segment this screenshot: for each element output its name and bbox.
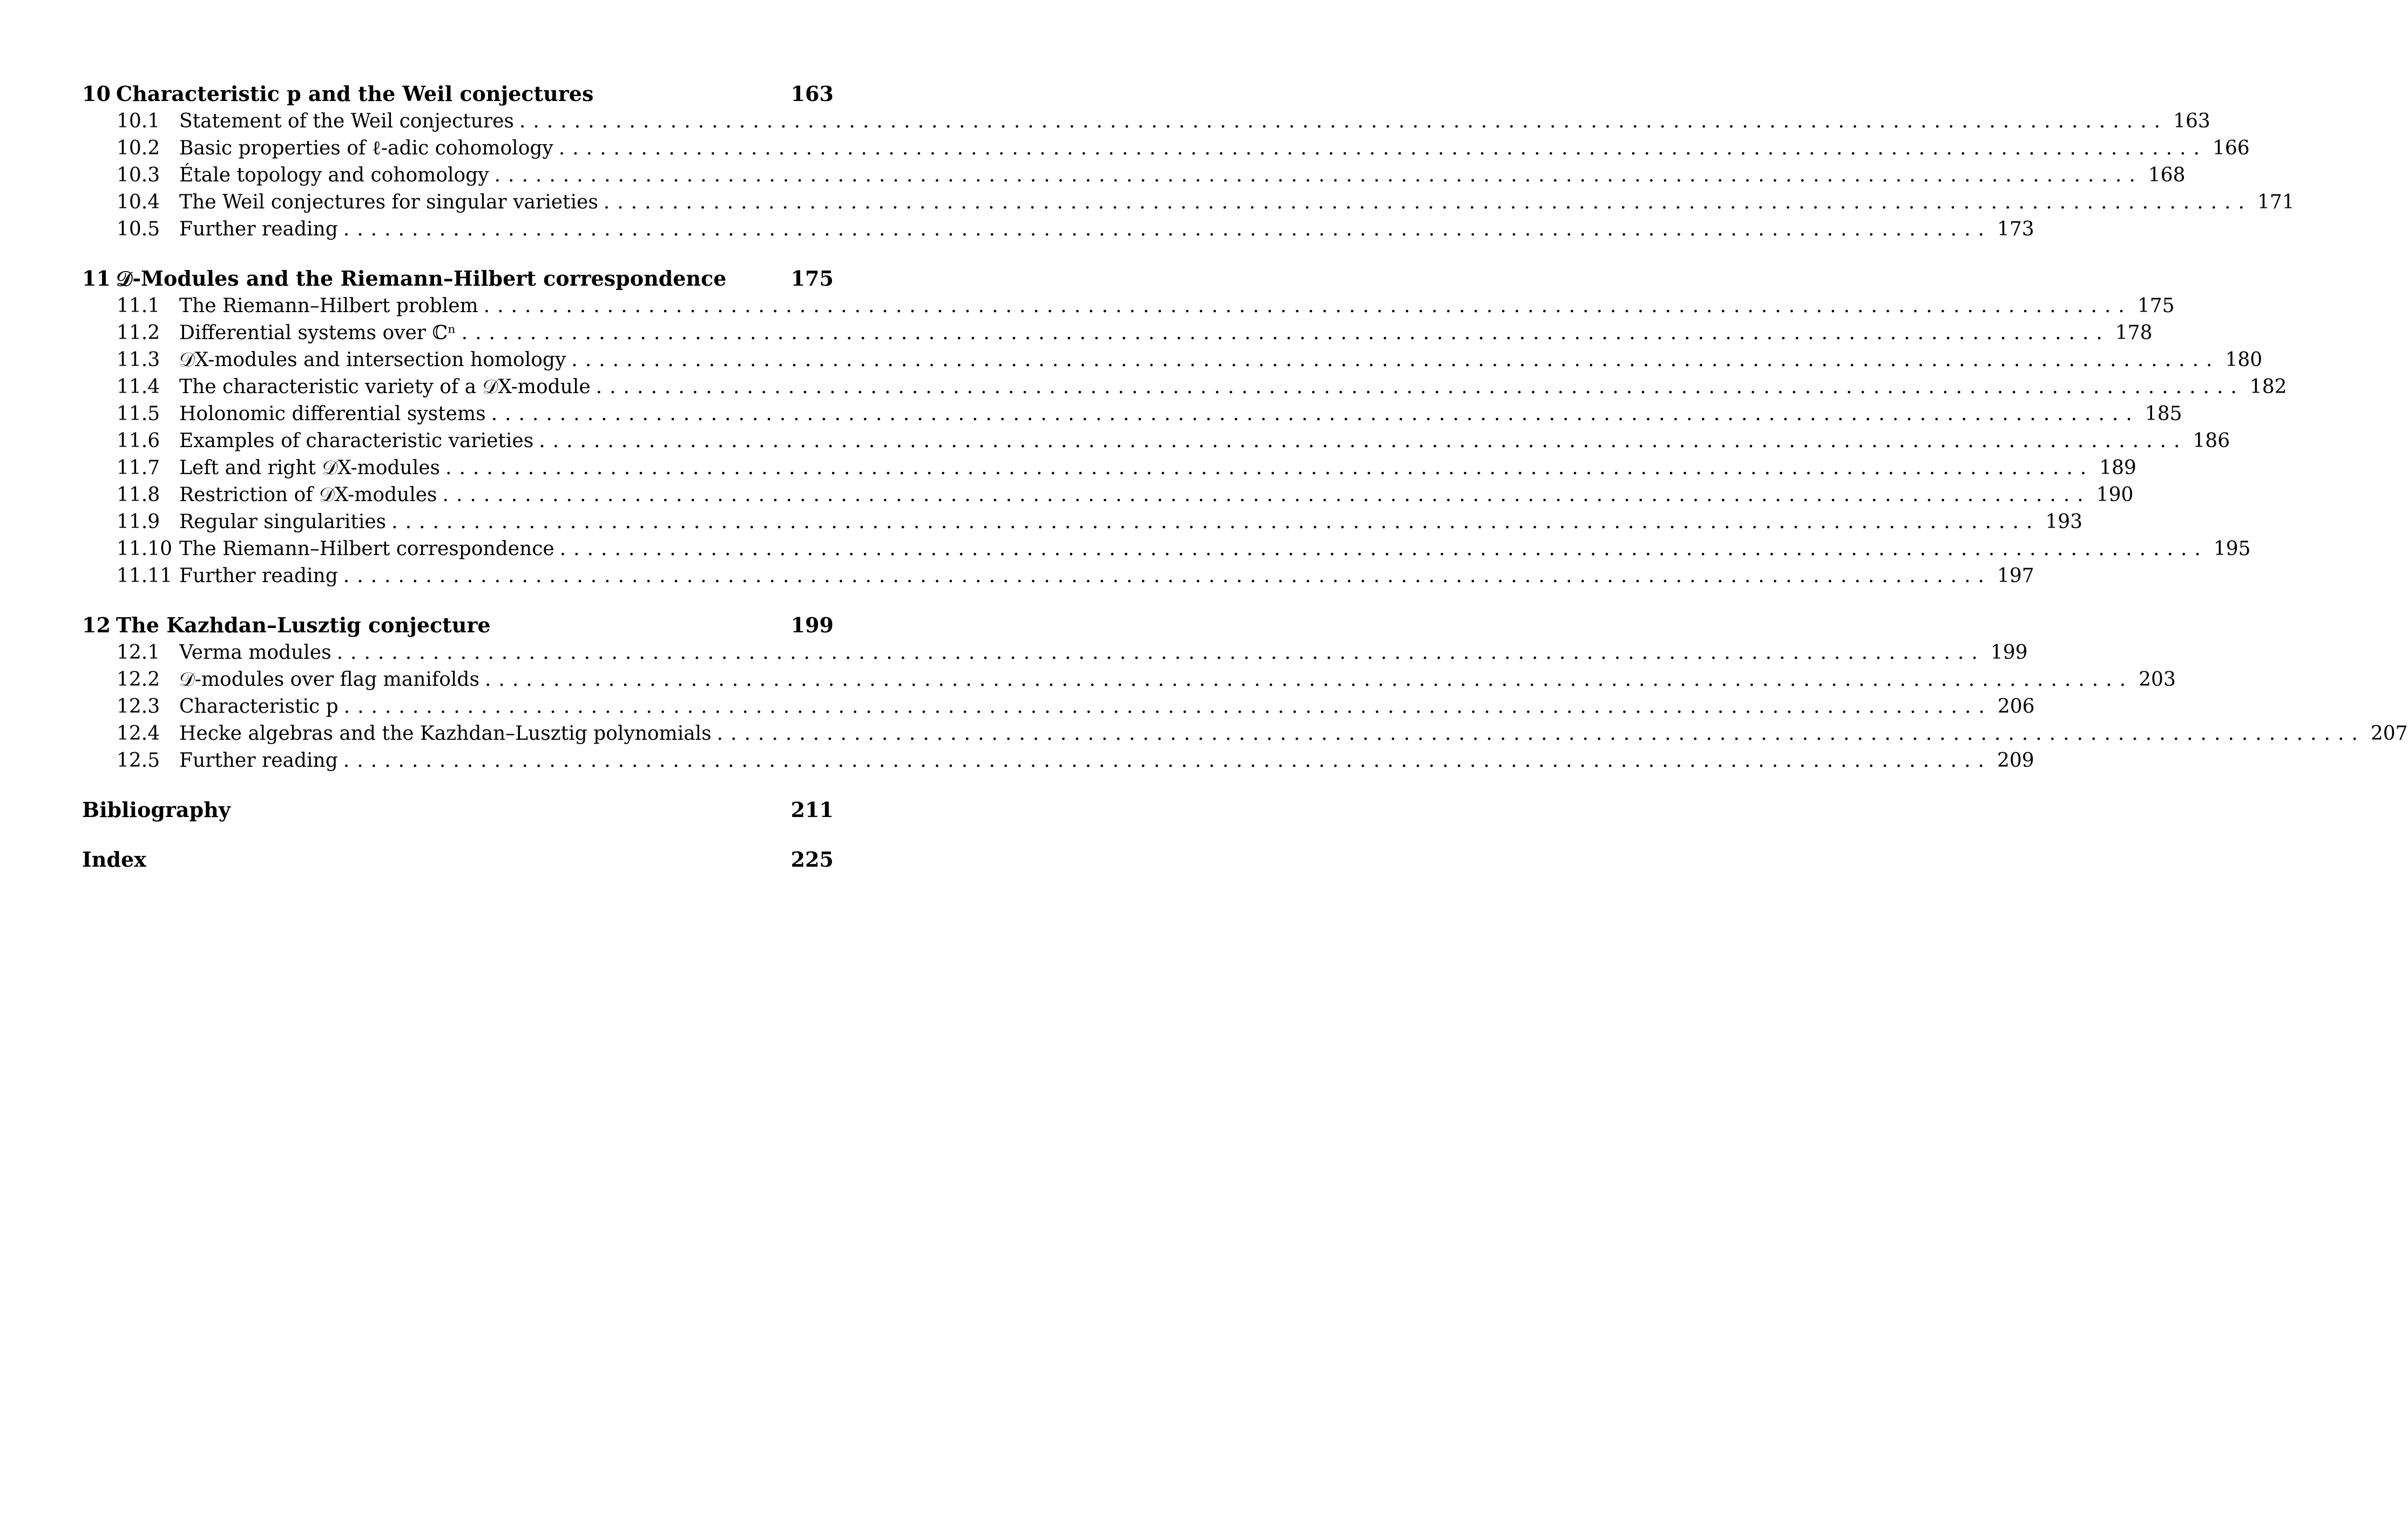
section-page: 206 (1997, 696, 2035, 718)
toc-entry[interactable] (82, 693, 2035, 720)
chapter-page: 163 (790, 82, 834, 106)
section-number: 11.1 (117, 295, 160, 317)
section-title: Basic properties of ℓ-adic cohomology (179, 137, 553, 159)
dot-leader: ........................................................................................................................ (343, 218, 1992, 240)
dot-leader: ........................................................................................................................ (445, 457, 2094, 479)
section-number: 10.1 (117, 110, 160, 132)
section-title: Statement of the Weil conjectures (179, 110, 514, 132)
section-number: 11.10 (117, 538, 173, 560)
chapter-title: The Kazhdan–Lusztig conjecture (116, 613, 491, 637)
chapter-number: 10 (82, 82, 111, 106)
dot-leader: ........................................................................................................................ (491, 403, 2140, 425)
bibliography-entry[interactable] (82, 796, 834, 824)
bibliography-page: 211 (790, 798, 834, 822)
section-page: 209 (1997, 750, 2034, 772)
index-title: Index (82, 847, 146, 872)
section-title: The characteristic variety of a 𝒟X-module (179, 376, 591, 398)
chapter-heading[interactable] (82, 611, 834, 639)
bibliography-title: Bibliography (82, 798, 231, 822)
dot-leader: ........................................................................................................................ (483, 295, 2132, 317)
toc-entry[interactable] (82, 135, 2250, 162)
toc-entry[interactable] (82, 509, 2083, 536)
section-page: 168 (2148, 164, 2186, 186)
section-page: 175 (2137, 295, 2175, 317)
toc-entry[interactable] (82, 666, 2176, 693)
section-number: 11.7 (117, 457, 160, 479)
chapter-title: 𝒟-Modules and the Riemann–Hilbert correspondence (116, 266, 727, 291)
section-title: Further reading (179, 218, 338, 240)
toc-entry[interactable] (82, 374, 2287, 401)
dot-leader: ........................................................................................................................ (391, 511, 2040, 533)
section-title: Verma modules (179, 642, 332, 664)
section-page: 197 (1997, 565, 2034, 587)
section-page: 186 (2193, 430, 2230, 452)
dot-leader: ........................................................................................................................ (519, 110, 2168, 132)
dot-leader: ........................................................................................................................ (343, 750, 1992, 772)
section-page: 178 (2115, 322, 2153, 344)
chapter-10 (82, 80, 2295, 243)
section-page: 180 (2225, 349, 2263, 371)
section-number: 11.4 (117, 376, 160, 398)
section-number: 11.11 (117, 565, 173, 587)
chapter-11 (82, 265, 2287, 590)
section-title: Étale topology and cohomology (179, 164, 489, 186)
section-title: Hecke algebras and the Kazhdan–Lusztig polynomials (179, 723, 712, 745)
dot-leader: ........................................................................................................................ (461, 322, 2110, 344)
dot-leader: ........................................................................................................................ (559, 538, 2208, 560)
chapter-title: Characteristic p and the Weil conjectures (116, 82, 594, 106)
section-page: 166 (2212, 137, 2250, 159)
section-title: Holonomic differential systems (179, 403, 486, 425)
section-number: 11.2 (117, 322, 160, 344)
section-title: Restriction of 𝒟X-modules (179, 484, 437, 506)
section-number: 10.5 (117, 218, 160, 240)
section-number: 11.9 (117, 511, 160, 533)
chapter-page: 199 (790, 613, 834, 637)
dot-leader: ........................................................................................................................ (343, 565, 1992, 587)
toc-entry[interactable] (82, 720, 2408, 747)
toc-entry[interactable] (82, 401, 2182, 428)
dot-leader: ........................................................................................................................ (484, 669, 2134, 691)
section-title: 𝒟-modules over flag manifolds (179, 669, 479, 691)
section-number: 11.6 (117, 430, 160, 452)
toc-entry[interactable] (82, 108, 2210, 135)
section-number: 12.5 (117, 750, 160, 772)
dot-leader: ........................................................................................................................ (596, 376, 2244, 398)
chapter-number: 11 (82, 266, 111, 291)
section-title: Further reading (179, 565, 338, 587)
section-page: 193 (2045, 511, 2083, 533)
section-page: 195 (2213, 538, 2251, 560)
section-page: 182 (2249, 376, 2287, 398)
section-title: Further reading (179, 750, 338, 772)
section-title: The Riemann–Hilbert correspondence (179, 538, 554, 560)
section-number: 12.1 (117, 642, 160, 664)
section-number: 11.3 (117, 349, 160, 371)
section-number: 10.3 (117, 164, 160, 186)
index-entry[interactable] (82, 846, 834, 874)
dot-leader: ........................................................................................................................ (442, 484, 2091, 506)
section-title: The Riemann–Hilbert problem (179, 295, 478, 317)
toc-entry[interactable] (82, 747, 2034, 774)
chapter-heading[interactable] (82, 80, 834, 108)
toc-entry[interactable] (82, 482, 2134, 509)
toc-entry[interactable] (82, 455, 2136, 482)
dot-leader: ........................................................................................................................ (539, 430, 2188, 452)
section-number: 12.4 (117, 723, 160, 745)
toc-entry[interactable] (82, 428, 2230, 455)
section-page: 199 (1990, 642, 2028, 664)
dot-leader: ........................................................................................................................ (336, 642, 1985, 664)
section-title: 𝒟X-modules and intersection homology (179, 349, 566, 371)
section-number: 11.5 (117, 403, 160, 425)
table-of-contents (82, 80, 2408, 895)
toc-entry[interactable] (82, 639, 2028, 666)
dot-leader: ........................................................................................................................ (494, 164, 2143, 186)
section-title: The Weil conjectures for singular varieties (179, 191, 598, 213)
toc-entry[interactable] (82, 162, 2186, 189)
toc-entry[interactable] (82, 189, 2295, 216)
chapter-page: 175 (790, 266, 834, 291)
dot-leader: ........................................................................................................................ (558, 137, 2207, 159)
index-page: 225 (790, 847, 834, 872)
section-page: 203 (2139, 669, 2176, 691)
section-page: 163 (2173, 110, 2210, 132)
toc-entry[interactable] (82, 536, 2251, 563)
chapter-number: 12 (82, 613, 111, 637)
section-title: Left and right 𝒟X-modules (179, 457, 441, 479)
section-title: Regular singularities (179, 511, 387, 533)
dot-leader: ........................................................................................................................ (716, 723, 2365, 745)
section-number: 12.2 (117, 669, 160, 691)
toc-entry[interactable] (82, 320, 2153, 347)
section-number: 11.8 (117, 484, 160, 506)
toc-entry[interactable] (82, 293, 2175, 320)
section-page: 185 (2145, 403, 2182, 425)
section-title: Examples of characteristic varieties (179, 430, 534, 452)
dot-leader: ........................................................................................................................ (603, 191, 2252, 213)
section-page: 171 (2257, 191, 2295, 213)
section-page: 190 (2096, 484, 2134, 506)
toc-entry[interactable] (82, 563, 2034, 590)
section-title: Characteristic p (179, 696, 339, 718)
chapter-heading[interactable] (82, 265, 834, 293)
section-page: 173 (1997, 218, 2034, 240)
toc-entry[interactable] (82, 347, 2263, 374)
section-number: 12.3 (117, 696, 160, 718)
dot-leader: ........................................................................................................................ (343, 696, 1992, 718)
chapter-12 (82, 611, 2408, 774)
section-page: 207 (2370, 723, 2408, 745)
section-number: 10.4 (117, 191, 160, 213)
dot-leader: ........................................................................................................................ (571, 349, 2220, 371)
section-number: 10.2 (117, 137, 160, 159)
section-title: Differential systems over ℂⁿ (179, 322, 456, 344)
toc-entry[interactable] (82, 216, 2034, 243)
section-page: 189 (2099, 457, 2136, 479)
